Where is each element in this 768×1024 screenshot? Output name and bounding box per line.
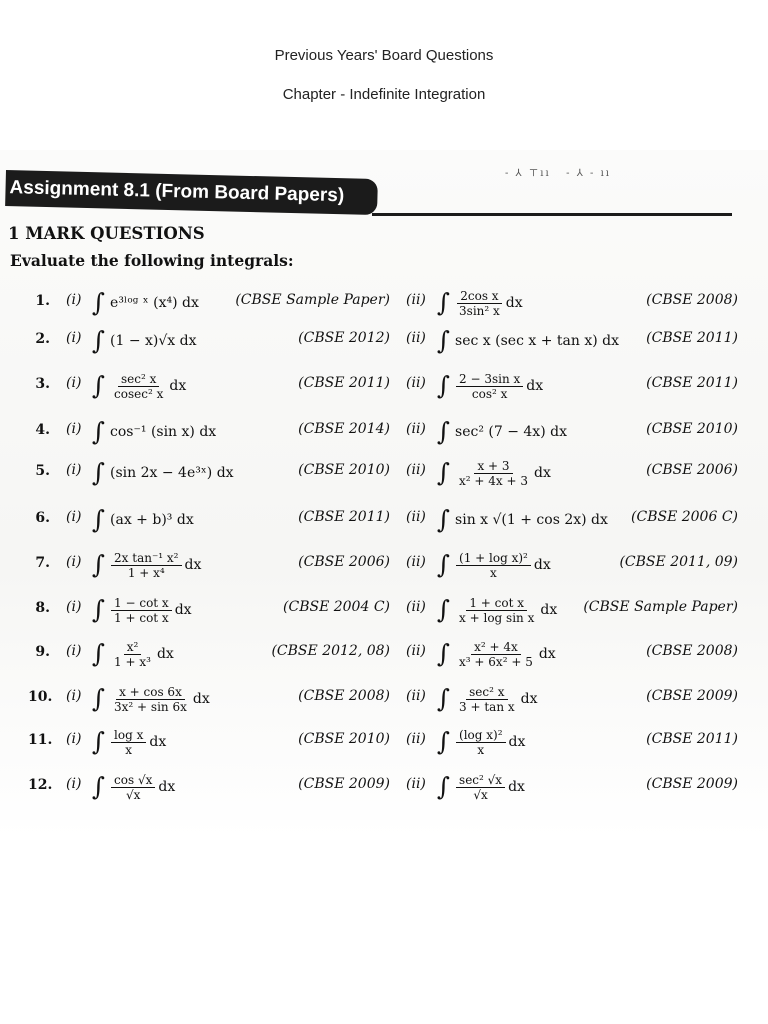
question-number: 5. xyxy=(35,463,50,479)
fraction-denominator: x³ + 6x² + 5 xyxy=(459,654,533,669)
part-label: (ii) xyxy=(406,643,426,659)
fraction-numerator: log x xyxy=(111,728,146,743)
fraction xyxy=(456,289,503,318)
integral-sign-icon: ∫ xyxy=(92,594,106,624)
source-citation: (CBSE 2008) xyxy=(646,292,738,308)
integral-expression xyxy=(92,640,174,669)
question-row xyxy=(0,319,768,363)
integrand: sec x (sec x + tan x) dx xyxy=(455,333,619,349)
fraction xyxy=(456,551,531,580)
fraction-denominator: x xyxy=(477,742,485,757)
source-citation: (CBSE 2011) xyxy=(646,375,738,391)
integrand: e³ˡᵒᵍ ˣ (x⁴) dx xyxy=(110,295,199,311)
part-ii-integral xyxy=(437,451,551,495)
integral-sign-icon: ∫ xyxy=(92,549,106,579)
source-citation: (CBSE 2011) xyxy=(298,509,390,525)
integral-sign-icon: ∫ xyxy=(437,457,451,487)
question-number: 9. xyxy=(35,644,50,660)
part-i-integral xyxy=(92,765,175,809)
integral-sign-icon: ∫ xyxy=(437,325,451,355)
fraction xyxy=(456,596,537,625)
question-row xyxy=(0,543,768,587)
integral-sign-icon: ∫ xyxy=(437,594,451,624)
integral-expression xyxy=(92,728,166,757)
integral-sign-icon: ∫ xyxy=(437,416,451,446)
integral-sign-icon: ∫ xyxy=(92,726,106,756)
question-number: 6. xyxy=(35,510,50,526)
fraction-denominator: x + log sin x xyxy=(459,610,535,625)
integral-sign-icon: ∫ xyxy=(437,683,451,713)
integral-expression xyxy=(92,773,175,802)
integral-expression xyxy=(437,685,538,714)
integrand: sec² (7 − 4x) dx xyxy=(455,424,567,440)
part-label: (ii) xyxy=(406,330,426,346)
source-citation: (CBSE Sample Paper) xyxy=(583,599,738,615)
fraction-numerator: sec² x xyxy=(466,685,507,700)
integral-sign-icon: ∫ xyxy=(92,416,106,446)
part-label: (i) xyxy=(66,509,82,525)
differential: dx xyxy=(508,779,525,795)
integral-expression xyxy=(437,289,523,318)
integral-sign-icon: ∫ xyxy=(437,771,451,801)
part-label: (i) xyxy=(66,330,82,346)
fraction-denominator: √x xyxy=(125,787,141,802)
part-label: (i) xyxy=(66,421,82,437)
fraction-numerator: sec² √x xyxy=(456,773,505,788)
fraction-numerator: (1 + log x)² xyxy=(456,551,531,566)
source-citation: (CBSE Sample Paper) xyxy=(235,292,390,308)
fraction-denominator: cosec² x xyxy=(114,386,164,401)
part-i-integral xyxy=(92,364,186,408)
differential: dx xyxy=(156,646,174,662)
part-label: (i) xyxy=(66,292,82,308)
question-row xyxy=(0,677,768,721)
integral-sign-icon: ∫ xyxy=(437,638,451,668)
fraction-numerator: 1 + cot x xyxy=(466,596,527,611)
part-ii-integral xyxy=(437,588,557,632)
differential: dx xyxy=(520,691,538,707)
fraction-numerator: x + cos 6x xyxy=(116,685,185,700)
integral-expression xyxy=(92,287,199,317)
integral-sign-icon: ∫ xyxy=(437,504,451,534)
differential: dx xyxy=(169,378,187,394)
part-i-integral xyxy=(92,632,174,676)
source-citation: (CBSE 2011) xyxy=(646,330,738,346)
fraction-denominator: 1 + x⁴ xyxy=(127,565,165,580)
integral-expression xyxy=(92,416,217,446)
part-ii-integral xyxy=(437,364,543,408)
part-ii-integral xyxy=(437,720,525,764)
fraction-denominator: 3 + tan x xyxy=(459,699,515,714)
part-label: (ii) xyxy=(406,292,426,308)
source-citation: (CBSE 2011, 09) xyxy=(619,554,738,570)
fraction-numerator: x + 3 xyxy=(474,459,512,474)
integrand: (1 − x)√x dx xyxy=(110,333,197,349)
integral-sign-icon: ∫ xyxy=(92,771,106,801)
integral-expression xyxy=(437,551,551,580)
integrand: cos⁻¹ (sin x) dx xyxy=(110,424,217,440)
integrand: (ax + b)³ dx xyxy=(110,512,194,528)
integral-expression xyxy=(437,773,525,802)
integral-expression xyxy=(437,728,525,757)
part-ii-integral xyxy=(437,632,556,676)
chapter-title: Chapter - Indefinite Integration xyxy=(282,86,486,103)
differential: dx xyxy=(538,646,556,662)
integral-sign-icon: ∫ xyxy=(437,549,451,579)
part-label: (i) xyxy=(66,643,82,659)
differential: dx xyxy=(534,465,551,481)
question-number: 2. xyxy=(35,331,50,347)
question-row xyxy=(0,720,768,764)
integral-sign-icon: ∫ xyxy=(92,457,106,487)
fraction-numerator: 1 − cot x xyxy=(111,596,172,611)
question-row xyxy=(0,364,768,408)
question-row xyxy=(0,451,768,495)
integral-sign-icon: ∫ xyxy=(92,504,106,534)
fraction xyxy=(456,773,505,802)
source-citation: (CBSE 2010) xyxy=(646,421,738,437)
source-citation: (CBSE 2004 C) xyxy=(283,599,390,615)
fraction-numerator: 2 − 3sin x xyxy=(456,372,523,387)
differential: dx xyxy=(192,691,210,707)
source-citation: (CBSE 2014) xyxy=(298,421,390,437)
source-citation: (CBSE 2006 C) xyxy=(631,509,738,525)
part-label: (i) xyxy=(66,554,82,570)
part-label: (i) xyxy=(66,776,82,792)
question-number: 8. xyxy=(35,600,50,616)
source-citation: (CBSE 2009) xyxy=(298,776,390,792)
question-number: 1. xyxy=(35,293,50,309)
fraction xyxy=(456,728,506,757)
question-row xyxy=(0,588,768,632)
integral-expression xyxy=(92,551,201,580)
source-citation: (CBSE 2012) xyxy=(298,330,390,346)
question-number: 3. xyxy=(35,376,50,392)
integral-sign-icon: ∫ xyxy=(92,638,106,668)
integral-expression xyxy=(92,596,192,625)
part-label: (ii) xyxy=(406,375,426,391)
part-label: (ii) xyxy=(406,688,426,704)
part-i-integral xyxy=(92,543,201,587)
part-label: (ii) xyxy=(406,509,426,525)
part-i-integral xyxy=(92,498,194,542)
source-citation: (CBSE 2010) xyxy=(298,731,390,747)
fraction-numerator: x² + 4x xyxy=(471,640,521,655)
question-row xyxy=(0,632,768,676)
part-label: (i) xyxy=(66,688,82,704)
fraction xyxy=(111,640,154,669)
fraction-denominator: x xyxy=(490,565,497,580)
integral-expression xyxy=(437,640,556,669)
part-label: (ii) xyxy=(406,731,426,747)
question-row xyxy=(0,410,768,454)
fraction xyxy=(111,372,166,401)
differential: dx xyxy=(526,378,544,394)
integral-sign-icon: ∫ xyxy=(437,370,451,400)
fraction-denominator: x² + 4x + 3 xyxy=(459,473,529,488)
fraction-denominator: x xyxy=(125,742,133,757)
question-row xyxy=(0,765,768,809)
part-label: (ii) xyxy=(406,554,426,570)
fraction-denominator: 3x² + sin 6x xyxy=(114,699,187,714)
integral-sign-icon: ∫ xyxy=(92,287,106,317)
fraction-numerator: cos √x xyxy=(111,773,155,788)
source-citation: (CBSE 2011) xyxy=(298,375,390,391)
source-citation: (CBSE 2009) xyxy=(646,688,738,704)
differential: dx xyxy=(149,734,167,750)
source-citation: (CBSE 2012, 08) xyxy=(271,643,390,659)
differential: dx xyxy=(540,602,558,618)
fraction xyxy=(111,728,146,757)
integral-expression xyxy=(437,596,557,625)
fraction-numerator: sec² x xyxy=(118,372,159,387)
fraction-numerator: 2x tan⁻¹ x² xyxy=(111,551,181,566)
fraction-numerator: (log x)² xyxy=(456,728,506,743)
part-label: (i) xyxy=(66,462,82,478)
page-title: Previous Years' Board Questions xyxy=(274,47,494,64)
part-i-integral xyxy=(92,677,210,721)
integrand: (sin 2x − 4e³ˣ) dx xyxy=(110,465,234,481)
question-number: 11. xyxy=(28,732,53,748)
fraction-denominator: cos² x xyxy=(471,386,508,401)
part-ii-integral xyxy=(437,410,567,454)
question-number: 4. xyxy=(35,422,50,438)
integral-expression xyxy=(437,372,543,401)
differential: dx xyxy=(533,557,551,573)
banner-rule xyxy=(372,213,732,216)
integral-sign-icon: ∫ xyxy=(92,370,106,400)
fraction xyxy=(456,459,531,488)
question-number: 7. xyxy=(35,555,50,571)
source-citation: (CBSE 2009) xyxy=(646,776,738,792)
part-i-integral xyxy=(92,720,166,764)
part-ii-integral xyxy=(437,765,525,809)
integral-sign-icon: ∫ xyxy=(437,726,451,756)
fraction xyxy=(111,685,190,714)
integral-expression xyxy=(92,325,197,355)
integrand: sin x √(1 + cos 2x) dx xyxy=(455,512,608,528)
differential: dx xyxy=(505,295,523,311)
fraction-denominator: 1 + cot x xyxy=(114,610,169,625)
part-label: (ii) xyxy=(406,599,426,615)
differential: dx xyxy=(508,734,526,750)
source-citation: (CBSE 2008) xyxy=(298,688,390,704)
fraction-denominator: 3sin² x xyxy=(459,303,500,318)
instruction-text: Evaluate the following integrals: xyxy=(10,251,294,270)
fraction xyxy=(456,640,536,669)
page-edge-marks: - ⅄ ⊤ıı - ⅄ - ıı xyxy=(505,168,611,179)
integral-expression xyxy=(437,416,567,446)
fraction-numerator: x² xyxy=(124,640,142,655)
part-ii-integral xyxy=(437,543,551,587)
part-label: (i) xyxy=(66,599,82,615)
integral-sign-icon: ∫ xyxy=(92,683,106,713)
source-citation: (CBSE 2008) xyxy=(646,643,738,659)
question-number: 10. xyxy=(28,689,53,705)
part-label: (i) xyxy=(66,375,82,391)
part-label: (ii) xyxy=(406,462,426,478)
integral-expression xyxy=(92,504,194,534)
integral-sign-icon: ∫ xyxy=(437,287,451,317)
source-citation: (CBSE 2006) xyxy=(646,462,738,478)
integral-expression xyxy=(92,372,186,401)
assignment-banner: Assignment 8.1 (From Board Papers) xyxy=(5,170,378,215)
part-label: (i) xyxy=(66,731,82,747)
source-citation: (CBSE 2006) xyxy=(298,554,390,570)
differential: dx xyxy=(174,602,192,618)
part-i-integral xyxy=(92,588,192,632)
part-i-integral xyxy=(92,319,197,363)
part-label: (ii) xyxy=(406,421,426,437)
fraction-denominator: 1 + x³ xyxy=(114,654,151,669)
integral-sign-icon: ∫ xyxy=(92,325,106,355)
source-citation: (CBSE 2011) xyxy=(646,731,738,747)
differential: dx xyxy=(158,779,176,795)
part-ii-integral xyxy=(437,677,538,721)
integral-expression xyxy=(437,459,551,488)
integral-expression xyxy=(92,685,210,714)
fraction xyxy=(111,773,155,802)
part-i-integral xyxy=(92,410,216,454)
fraction-denominator: √x xyxy=(473,787,488,802)
fraction xyxy=(111,551,181,580)
question-number: 12. xyxy=(28,777,53,793)
fraction-numerator: 2cos x xyxy=(457,289,501,304)
section-title: 1 MARK QUESTIONS xyxy=(8,224,205,243)
source-citation: (CBSE 2010) xyxy=(298,462,390,478)
fraction xyxy=(111,596,172,625)
question-row xyxy=(0,498,768,542)
part-label: (ii) xyxy=(406,776,426,792)
fraction xyxy=(456,372,523,401)
differential: dx xyxy=(184,557,202,573)
fraction xyxy=(456,685,518,714)
